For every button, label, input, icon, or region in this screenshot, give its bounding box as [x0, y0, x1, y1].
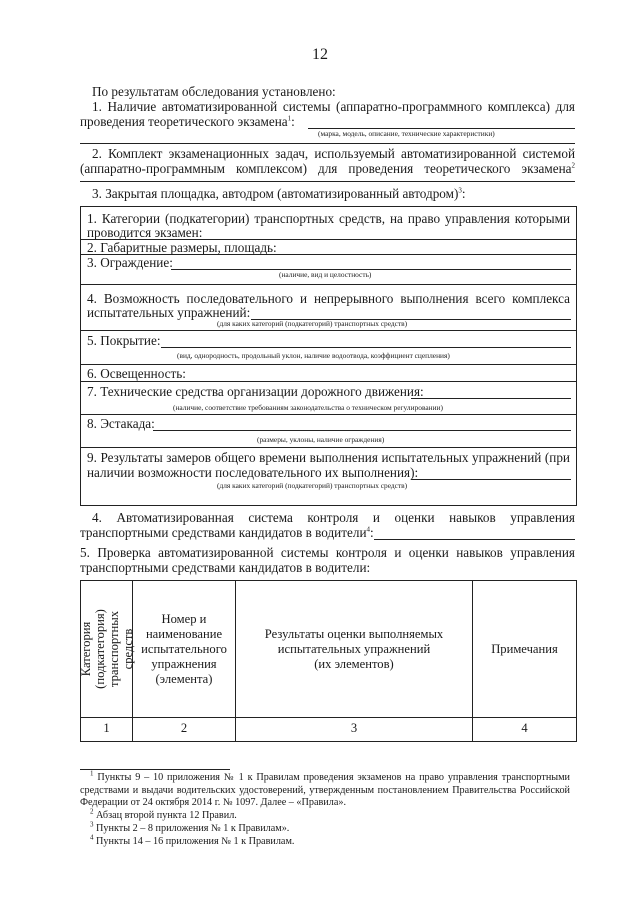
- footnote-1: $^1$ Пункты 9 – 10 приложения № 1 к Правилам проведения экзаменов на право управления транспортными средствами и выдачи водительских удостоверений, утвержденным постановлением Правительства Российской Федерации от 24 октября 2014 г. № 1097. Далее – «Правила».: [80, 769, 571, 808]
- item2-line1: 2. Комплект экзаменационных задач, используемый автоматизированной системой: [92, 146, 575, 161]
- column-number-2: 2: [180, 721, 188, 735]
- item4-line1: 4. Автоматизированная система контроля и оценки навыков управления: [92, 510, 575, 525]
- intro-text: По результатам обследования установлено:: [92, 84, 336, 99]
- footnote-ref-1: 1: [287, 114, 292, 123]
- footnote-ref-3: 3: [458, 186, 462, 195]
- item2-line2: (аппаратно-программным комплексом) для проведения теоретического экзамена$^2$: [80, 161, 575, 176]
- footnote-separator: [80, 769, 230, 770]
- row6-text: 6. Освещенность:: [87, 366, 186, 381]
- row7-caption: (наличие, соответствие требованиям законодательства о техническом регулировании): [173, 403, 443, 412]
- page-number: 12: [312, 46, 328, 63]
- item1-fill-line-2: [80, 143, 575, 144]
- item5-line1: 5. Проверка автоматизированной системы контроля и оценки навыков управления: [80, 545, 575, 560]
- site-inspection-box: [80, 206, 577, 506]
- header-exercise: Номер и наименование испытательного упражнения (элемента): [141, 611, 227, 686]
- row8-text: 8. Эстакада:: [87, 416, 155, 431]
- row9-line1: 9. Результаты замеров общего времени выполнения испытательных упражнений (при: [87, 450, 570, 465]
- row5-text: 5. Покрытие:: [87, 333, 161, 348]
- item1-line2: проведения теоретического экзамена$^1$:: [80, 114, 295, 129]
- footnote-2: $^2$ Абзац второй пункта 12 Правил.: [90, 807, 237, 821]
- row1-line2: проводится экзамен:: [87, 225, 203, 240]
- row3-text: 3. Ограждение:: [87, 255, 173, 270]
- item1-caption: (марка, модель, описание, технические характеристики): [318, 129, 495, 138]
- row9-caption: (для каких категорий (подкатегорий) транспортных средств): [217, 481, 408, 490]
- row4-caption: (для каких категорий (подкатегорий) транспортных средств): [217, 319, 408, 328]
- results-table: [80, 580, 577, 742]
- item2-fill-line: [80, 181, 575, 182]
- row8-caption: (размеры, уклоны, наличие ограждения): [257, 435, 385, 444]
- row4-line2: испытательных упражнений:: [87, 305, 251, 320]
- row7-text: 7. Технические средства организации дорожного движения:: [87, 384, 424, 399]
- item5-line2: транспортными средствами кандидатов в водители:: [80, 560, 371, 575]
- row5-caption: (вид, однородность, продольный уклон, наличие водоотвода, коэффициент сцепления): [177, 351, 450, 360]
- row2-text: 2. Габаритные размеры, площадь:: [87, 240, 277, 255]
- column-number-3: 3: [350, 721, 358, 735]
- header-results: Результаты оценки выполняемых испытательных упражнений (их элементов): [264, 626, 444, 671]
- column-number-1: 1: [103, 721, 110, 735]
- footnote-ref-2: 2: [571, 161, 575, 170]
- item4-line2: транспортными средствами кандидатов в водители$^4$:: [80, 525, 374, 540]
- column-number-4: 4: [521, 721, 528, 735]
- footnote-3: $^3$ Пункты 2 – 8 приложения № 1 к Правилам».: [90, 820, 290, 834]
- row4-line1: 4. Возможность последовательного и непрерывного выполнения всего комплекса: [87, 291, 570, 306]
- footnote-4: $^4$ Пункты 14 – 16 приложения № 1 к Правилам.: [90, 833, 295, 847]
- header-notes: Примечания: [491, 641, 558, 656]
- header-category: Категория (подкатегория) транспортных средств: [78, 609, 135, 689]
- row1-line1: 1. Категории (подкатегории) транспортных средств, на право управления которыми: [87, 211, 570, 226]
- item3-heading: 3. Закрытая площадка, автодром (автоматизированный автодром)$^3$:: [92, 186, 466, 201]
- item4-fill-line: [374, 539, 575, 540]
- item1-line1: 1. Наличие автоматизированной системы (аппаратно-программного комплекса) для: [92, 99, 575, 114]
- row9-line2: наличии возможности последовательного их выполнения):: [87, 465, 419, 480]
- footnote-ref-4: 4: [366, 525, 370, 534]
- row3-caption: (наличие, вид и целостность): [279, 270, 372, 279]
